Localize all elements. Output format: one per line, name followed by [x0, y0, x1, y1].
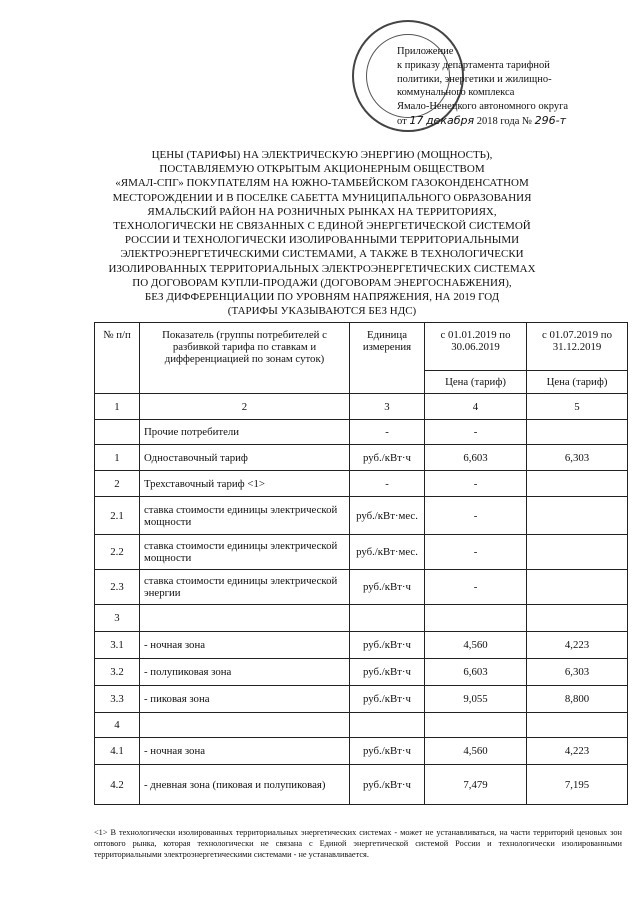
title-line: БЕЗ ДИФФЕРЕНЦИАЦИИ ПО УРОВНЯМ НАПРЯЖЕНИЯ, НА 2019 ГОД: [144, 291, 500, 304]
row-name: [140, 605, 350, 632]
row-num: 3.3: [95, 686, 140, 713]
row-num: 3: [95, 605, 140, 632]
row-price-2: 4,223: [527, 738, 628, 765]
row-name: - ночная зона: [140, 632, 350, 659]
row-price-1: 9,055: [425, 686, 527, 713]
row-price-1: -: [425, 570, 527, 605]
appendix-line-5: Ямало-Ненецкого автономного округа: [397, 101, 569, 113]
row-unit: -: [350, 471, 425, 497]
row-unit: руб./кВт·ч: [350, 765, 425, 805]
row-name: - ночная зона: [140, 738, 350, 765]
row-num: 4.1: [95, 738, 140, 765]
table-row: [95, 471, 628, 497]
row-unit: [350, 713, 425, 738]
title-line: «ЯМАЛ-СПГ» ПОКУПАТЕЛЯМ НА ЮЖНО-ТАМБЕЙСКОМ ГАЗОКОНДЕНСАТНОМ: [115, 177, 529, 190]
row-num: 1: [95, 445, 140, 471]
row-price-2: 4,223: [527, 632, 628, 659]
table-row: [95, 713, 628, 738]
col-number: 5: [527, 394, 628, 420]
row-num: 2.2: [95, 535, 140, 570]
table-row: [95, 738, 628, 765]
row-price-1: -: [425, 471, 527, 497]
row-num: 4: [95, 713, 140, 738]
header-period-1: с 01.01.2019 по 30.06.2019: [425, 323, 527, 371]
row-price-1: -: [425, 535, 527, 570]
row-price-1: -: [425, 420, 527, 445]
row-name: - дневная зона (пиковая и полупиковая): [140, 765, 350, 805]
row-price-1: -: [425, 497, 527, 535]
row-name: Трехставочный тариф <1>: [140, 471, 350, 497]
row-name: [140, 713, 350, 738]
row-price-2: 6,303: [527, 445, 628, 471]
row-unit: руб./кВт·ч: [350, 738, 425, 765]
title-line: ЭЛЕКТРОЭНЕРГЕТИЧЕСКИМИ СИСТЕМАМИ, А ТАКЖЕ В ТЕХНОЛОГИЧЕСКИ: [120, 248, 524, 261]
row-price-1: [425, 605, 527, 632]
row-price-2: [527, 420, 628, 445]
row-unit: руб./кВт·ч: [350, 686, 425, 713]
col-number: 1: [95, 394, 140, 420]
appendix-line-3: политики, энергетики и жилищно-: [397, 73, 552, 85]
table-row: [95, 570, 628, 605]
row-price-1: 4,560: [425, 632, 527, 659]
row-name: ставка стоимости единицы электрической энергии: [140, 570, 350, 605]
header-indicator: Показатель (группы потребителей с разбивкой тарифа по ставкам и дифференциацией по зонам суток): [140, 323, 350, 394]
appendix-line-2: к приказу департамента тарифной: [397, 59, 550, 71]
row-price-2: [527, 570, 628, 605]
row-num: 2.3: [95, 570, 140, 605]
row-unit: руб./кВт·мес.: [350, 535, 425, 570]
appendix-day: 17: [409, 113, 424, 127]
appendix-header: [397, 45, 633, 129]
table-header-row: [95, 323, 628, 371]
row-name: - полупиковая зона: [140, 659, 350, 686]
row-price-2: 7,195: [527, 765, 628, 805]
row-name: Одноставочный тариф: [140, 445, 350, 471]
col-number: 4: [425, 394, 527, 420]
title-line: (ТАРИФЫ УКАЗЫВАЮТСЯ БЕЗ НДС): [227, 305, 417, 318]
row-price-2: [527, 535, 628, 570]
table-row: [95, 686, 628, 713]
header-num: № п/п: [95, 323, 140, 394]
col-number: 3: [350, 394, 425, 420]
row-price-2: [527, 497, 628, 535]
appendix-number: 296-т: [534, 113, 566, 127]
row-num: [95, 420, 140, 445]
title-line: ИЗОЛИРОВАННЫХ ТЕРРИТОРИАЛЬНЫХ ЭЛЕКТРОЭНЕРГЕТИЧЕСКИХ СИСТЕМАХ: [108, 262, 536, 275]
row-unit: [350, 605, 425, 632]
title-line: РОССИИ И ТЕХНОЛОГИЧЕСКИ ИЗОЛИРОВАННЫМИ ТЕРРИТОРИАЛЬНЫМИ: [124, 234, 520, 247]
column-number-row: [95, 394, 628, 420]
row-price-1: 4,560: [425, 738, 527, 765]
row-unit: руб./кВт·ч: [350, 570, 425, 605]
row-num: 2.1: [95, 497, 140, 535]
header-price-1: Цена (тариф): [425, 371, 527, 394]
document-title: [62, 148, 582, 318]
table-row: [95, 535, 628, 570]
header-period-2: с 01.07.2019 по 31.12.2019: [527, 323, 628, 371]
row-unit: руб./кВт·ч: [350, 659, 425, 686]
row-price-2: [527, 605, 628, 632]
row-unit: -: [350, 420, 425, 445]
title-line: ПОСТАВЛЯЕМУЮ ОТКРЫТЫМ АКЦИОНЕРНЫМ ОБЩЕСТВОМ: [159, 163, 485, 176]
row-name: - пиковая зона: [140, 686, 350, 713]
row-unit: руб./кВт·ч: [350, 632, 425, 659]
row-price-2: 6,303: [527, 659, 628, 686]
appendix-from: от: [397, 115, 407, 127]
table-row: [95, 445, 628, 471]
row-price-1: [425, 713, 527, 738]
row-name: ставка стоимости единицы электрической мощности: [140, 535, 350, 570]
row-name: ставка стоимости единицы электрической мощности: [140, 497, 350, 535]
appendix-year: 2018 года №: [476, 115, 532, 127]
col-number: 2: [140, 394, 350, 420]
row-num: 4.2: [95, 765, 140, 805]
title-line: ПО ДОГОВОРАМ КУПЛИ-ПРОДАЖИ (ДОГОВОРАМ ЭНЕРГОСНАБЖЕНИЯ),: [132, 276, 512, 289]
row-unit: руб./кВт·мес.: [350, 497, 425, 535]
table-row: [95, 632, 628, 659]
row-price-2: [527, 471, 628, 497]
row-price-1: 7,479: [425, 765, 527, 805]
row-unit: руб./кВт·ч: [350, 445, 425, 471]
tariff-table: [94, 322, 628, 805]
table-row: [95, 497, 628, 535]
title-line: ЦЕНЫ (ТАРИФЫ) НА ЭЛЕКТРИЧЕСКУЮ ЭНЕРГИЮ (МОЩНОСТЬ),: [151, 149, 493, 161]
table-row: [95, 765, 628, 805]
table-row: [95, 605, 628, 632]
header-price-2: Цена (тариф): [527, 371, 628, 394]
appendix-line-4: коммунального комплекса: [397, 87, 515, 99]
footnote: <1> В технологически изолированных территориальных энергетических системах - может не устанавливаться, на части территорий ценовых зон оптового рынка, которая технологически не связана с Единой энергетической системой России и технологически изолированными территориальными электроэнергетическими системами - не устанавливается.: [94, 828, 622, 860]
table-row: [95, 420, 628, 445]
row-num: 2: [95, 471, 140, 497]
row-price-2: 8,800: [527, 686, 628, 713]
title-line: МЕСТОРОЖДЕНИИ И В ПОСЕЛКЕ САБЕТТА МУНИЦИПАЛЬНОГО ОБРАЗОВАНИЯ: [112, 191, 532, 204]
row-price-1: 6,603: [425, 445, 527, 471]
appendix-line-1: Приложение: [397, 46, 454, 57]
row-price-2: [527, 713, 628, 738]
title-line: ТЕХНОЛОГИЧЕСКИ НЕ СВЯЗАННЫХ С ЕДИНОЙ ЭНЕРГЕТИЧЕСКОЙ СИСТЕМОЙ: [113, 220, 531, 233]
row-num: 3.1: [95, 632, 140, 659]
title-line: ЯМАЛЬСКИЙ РАЙОН НА РОЗНИЧНЫХ РЫНКАХ НА ТЕРРИТОРИЯХ,: [147, 205, 497, 218]
appendix-date-line: [397, 114, 633, 129]
row-num: 3.2: [95, 659, 140, 686]
header-unit: Единица измерения: [350, 323, 425, 394]
appendix-month: декабря: [425, 113, 475, 127]
table-row: [95, 659, 628, 686]
row-name: Прочие потребители: [140, 420, 350, 445]
row-price-1: 6,603: [425, 659, 527, 686]
